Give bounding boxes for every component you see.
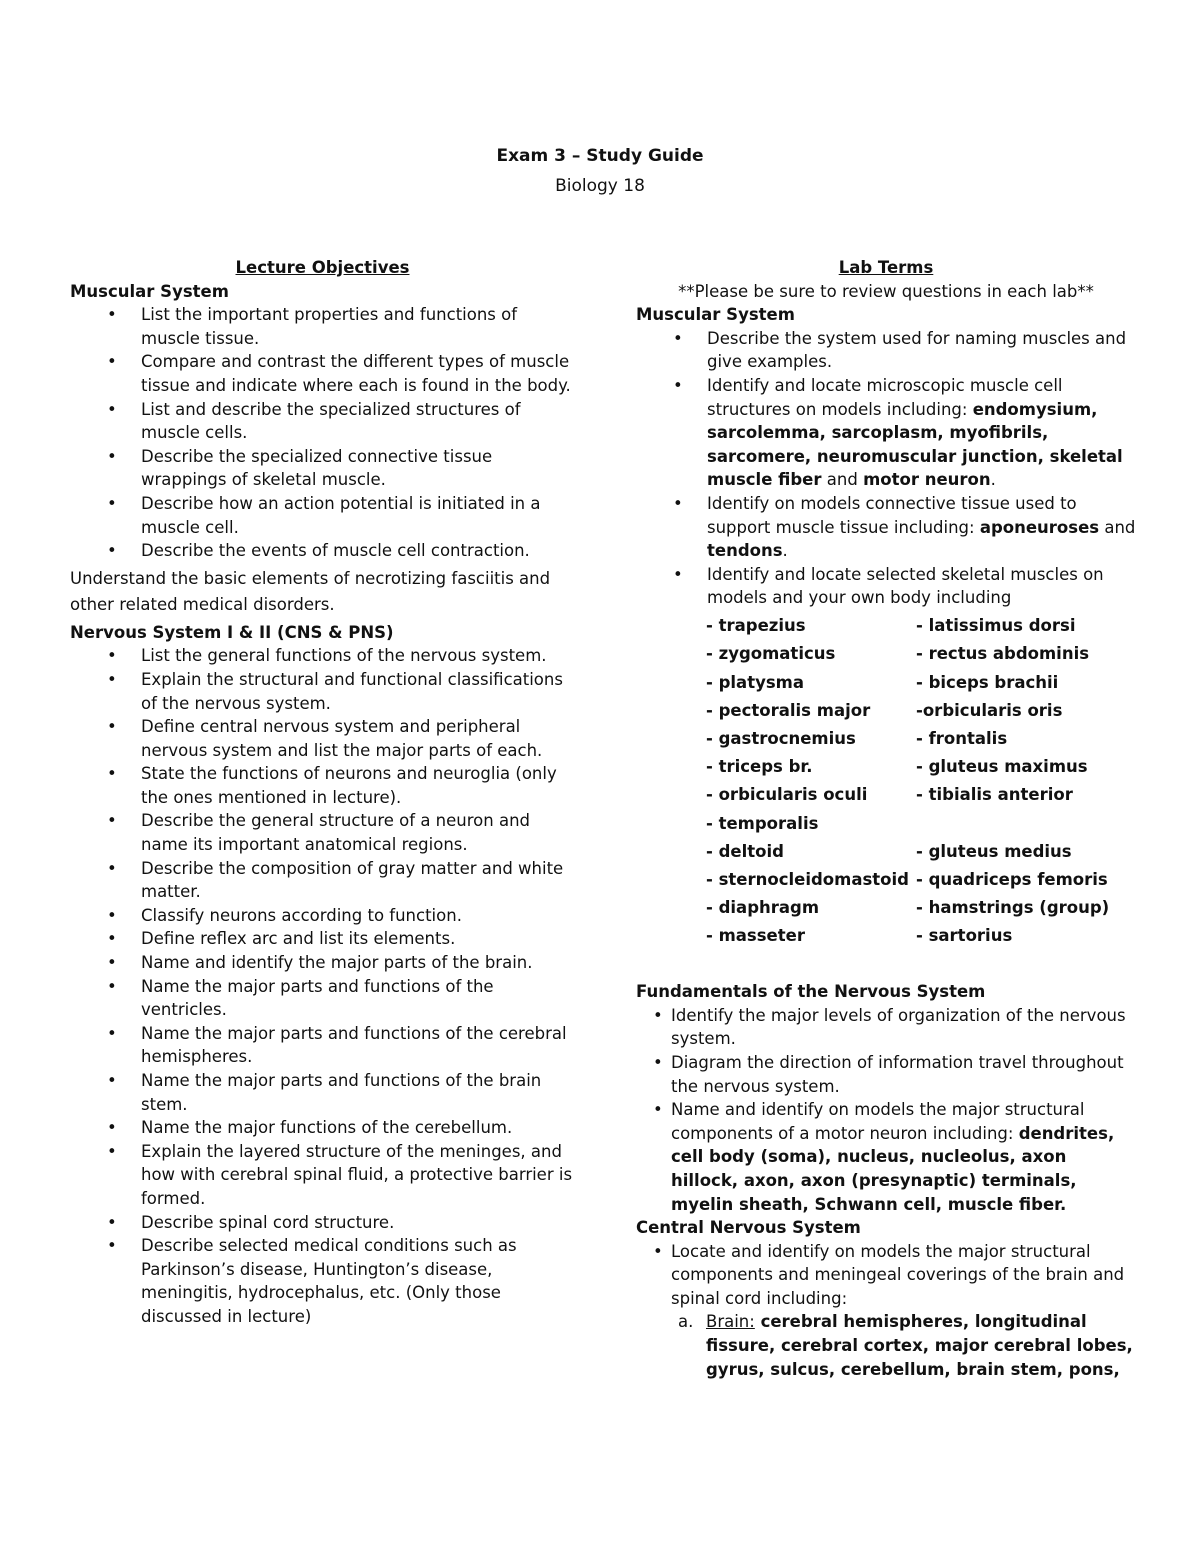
- bullet-icon: •: [107, 541, 117, 561]
- review-questions-note: **Please be sure to review questions in each lab**: [678, 281, 1094, 301]
- list-item: • Identify and locate microscopic muscle cell structures on models including: endomysium, sarcolemma, sarcoplasm, myofibrils, sarcomere, neuromuscular junction, skeletal muscle fiber and motor neuron.: [673, 375, 1123, 490]
- bullet-icon: •: [653, 1005, 663, 1025]
- list-item: • Locate and identify on models the major structural components and meningeal coverings of the brain and spinal cord including:: [653, 1241, 1125, 1308]
- nervous-objectives-list: [70, 644, 575, 1328]
- bullet-icon: •: [107, 669, 117, 689]
- lab-terms-heading: Lab Terms: [838, 258, 934, 277]
- bullet-icon: •: [653, 1100, 663, 1120]
- bullet-icon: •: [107, 646, 117, 666]
- list-item: • Name the major parts and functions of the brain stem.: [107, 1071, 542, 1114]
- list-item: • Diagram the direction of information travel throughout the nervous system.: [653, 1052, 1124, 1096]
- lecture-objectives-column: [70, 256, 575, 1329]
- bullet-icon: •: [653, 1241, 663, 1261]
- muscle-row: - triceps br. - gluteus maximus: [706, 757, 1088, 777]
- list-item: • Classify neurons according to function.: [70, 904, 575, 928]
- bullet-icon: •: [107, 905, 117, 925]
- bullet-icon: •: [107, 493, 117, 513]
- bullet-icon: •: [107, 305, 117, 325]
- bullet-icon: •: [107, 1141, 117, 1161]
- central-nervous-system-heading: Central Nervous System: [636, 1218, 861, 1238]
- list-item: • Describe selected medical conditions such as Parkinson’s disease, Huntington’s disease, meningitis, hydrocephalus, etc. (Only those discussed in lecture): [107, 1236, 517, 1326]
- bullet-icon: •: [107, 976, 117, 996]
- lab-terms-column: [636, 256, 1136, 1381]
- muscular-objectives-list: [70, 303, 575, 563]
- list-item: • Name and identify the major parts of the brain.: [70, 951, 575, 975]
- muscle-row: - deltoid - gluteus medius: [706, 841, 1072, 861]
- muscle-row: - platysma - biceps brachii: [706, 672, 1059, 692]
- necrotizing-fasciitis-note: Understand the basic elements of necrotizing fasciitis and other related medical disorders.: [70, 568, 551, 614]
- lecture-objectives-heading: Lecture Objectives: [235, 258, 410, 277]
- list-item: • List and describe the specialized structures of muscle cells.: [107, 399, 521, 443]
- list-item: • Describe the general structure of a neuron and name its important anatomical regions.: [107, 811, 530, 855]
- bullet-icon: •: [673, 328, 683, 348]
- muscle-row: - pectoralis major -orbicularis oris: [706, 700, 1063, 720]
- list-item: • Define central nervous system and peripheral nervous system and list the major parts of each.: [107, 717, 543, 760]
- cns-sublist: [636, 1310, 1136, 1381]
- list-item: • Describe the events of muscle cell contraction.: [70, 539, 575, 563]
- muscle-row: - gastrocnemius - frontalis: [706, 728, 1008, 748]
- muscle-term-grid: [706, 612, 1136, 950]
- list-item: • State the functions of neurons and neuroglia (only the ones mentioned in lecture).: [107, 764, 557, 807]
- bullet-icon: •: [673, 493, 683, 513]
- list-item: • Describe how an action potential is initiated in a muscle cell.: [107, 493, 541, 537]
- document-subtitle: Biology 18: [555, 176, 645, 196]
- bullet-icon: •: [107, 929, 117, 949]
- bullet-icon: •: [107, 399, 117, 419]
- list-item: • Identify on models connective tissue used to support muscle tissue including: aponeuroses and tendons.: [673, 493, 1136, 561]
- muscle-row: - sternocleidomastoid - quadriceps femoris: [706, 869, 1108, 889]
- list-item: • Identify the major levels of organization of the nervous system.: [653, 1005, 1126, 1049]
- bullet-icon: •: [107, 1118, 117, 1138]
- muscle-row: - diaphragm - hamstrings (group): [706, 898, 1110, 918]
- muscle-row: - orbicularis oculi - tibialis anterior: [706, 785, 1073, 805]
- lab-muscular-list: [636, 327, 1136, 610]
- list-item: • Name the major functions of the cerebellum.: [70, 1116, 575, 1140]
- bullet-icon: •: [107, 1212, 117, 1232]
- bullet-icon: •: [107, 1071, 117, 1090]
- bullet-icon: •: [107, 811, 117, 831]
- muscular-system-heading: Muscular System: [70, 281, 229, 301]
- list-item: • Identify and locate selected skeletal muscles on models and your own body including: [673, 564, 1104, 608]
- lab-muscular-system-heading: Muscular System: [636, 305, 795, 325]
- bullet-icon: •: [673, 375, 683, 395]
- muscle-row: - masseter - sartorius: [706, 926, 1013, 946]
- bullet-icon: •: [653, 1052, 663, 1072]
- bullet-icon: •: [107, 764, 117, 784]
- cns-list: [636, 1240, 1136, 1311]
- nervous-system-heading: Nervous System I & II (CNS & PNS): [70, 622, 394, 642]
- list-item: a. Brain: cerebral hemispheres, longitudinal fissure, cerebral cortex, major cerebral lobes, gyrus, sulcus, cerebellum, brain stem, pons,: [678, 1312, 1133, 1379]
- list-item: • Name the major parts and functions of the ventricles.: [107, 976, 494, 1020]
- fundamentals-heading: Fundamentals of the Nervous System: [636, 982, 986, 1002]
- list-item: • Name and identify on models the major structural components of a motor neuron including: dendrites, cell body (soma), nucleus, nucleolus, axon hillock, axon, axon (presynaptic) terminals, myelin sheath, Schwann cell, muscle fiber.: [653, 1100, 1115, 1214]
- bullet-icon: •: [107, 446, 117, 466]
- list-item: • Describe the composition of gray matter and white matter.: [107, 858, 564, 902]
- bullet-icon: •: [107, 1236, 117, 1256]
- document-title: Exam 3 – Study Guide: [496, 146, 704, 166]
- muscle-row: - temporalis: [706, 813, 819, 833]
- list-item: • Explain the structural and functional classifications of the nervous system.: [107, 669, 563, 713]
- list-item: • Define reflex arc and list its elements.: [70, 927, 575, 951]
- bullet-icon: •: [107, 1023, 117, 1043]
- list-item: • Explain the layered structure of the meninges, and how with cerebral spinal fluid, a protective barrier is formed.: [107, 1141, 573, 1208]
- bullet-icon: •: [673, 564, 683, 584]
- list-item: • Compare and contrast the different types of muscle tissue and indicate where each is found in the body.: [107, 352, 571, 395]
- list-item: • Name the major parts and functions of the cerebral hemispheres.: [107, 1023, 567, 1067]
- muscle-row: - zygomaticus - rectus abdominis: [706, 644, 1090, 664]
- list-item: • Describe the specialized connective tissue wrappings of skeletal muscle.: [107, 446, 493, 490]
- fundamentals-list: [636, 1004, 1136, 1216]
- bullet-icon: •: [107, 717, 117, 737]
- bullet-icon: •: [107, 953, 117, 973]
- list-item: • List the general functions of the nervous system.: [70, 644, 575, 668]
- list-item: • List the important properties and functions of muscle tissue.: [107, 305, 518, 348]
- document-header: [0, 143, 1200, 199]
- bullet-icon: •: [107, 352, 117, 372]
- bullet-icon: •: [107, 858, 117, 878]
- list-item: • Describe the system used for naming muscles and give examples.: [673, 328, 1127, 372]
- list-item: • Describe spinal cord structure.: [70, 1211, 575, 1235]
- muscle-row: - trapezius - latissimus dorsi: [706, 616, 1076, 636]
